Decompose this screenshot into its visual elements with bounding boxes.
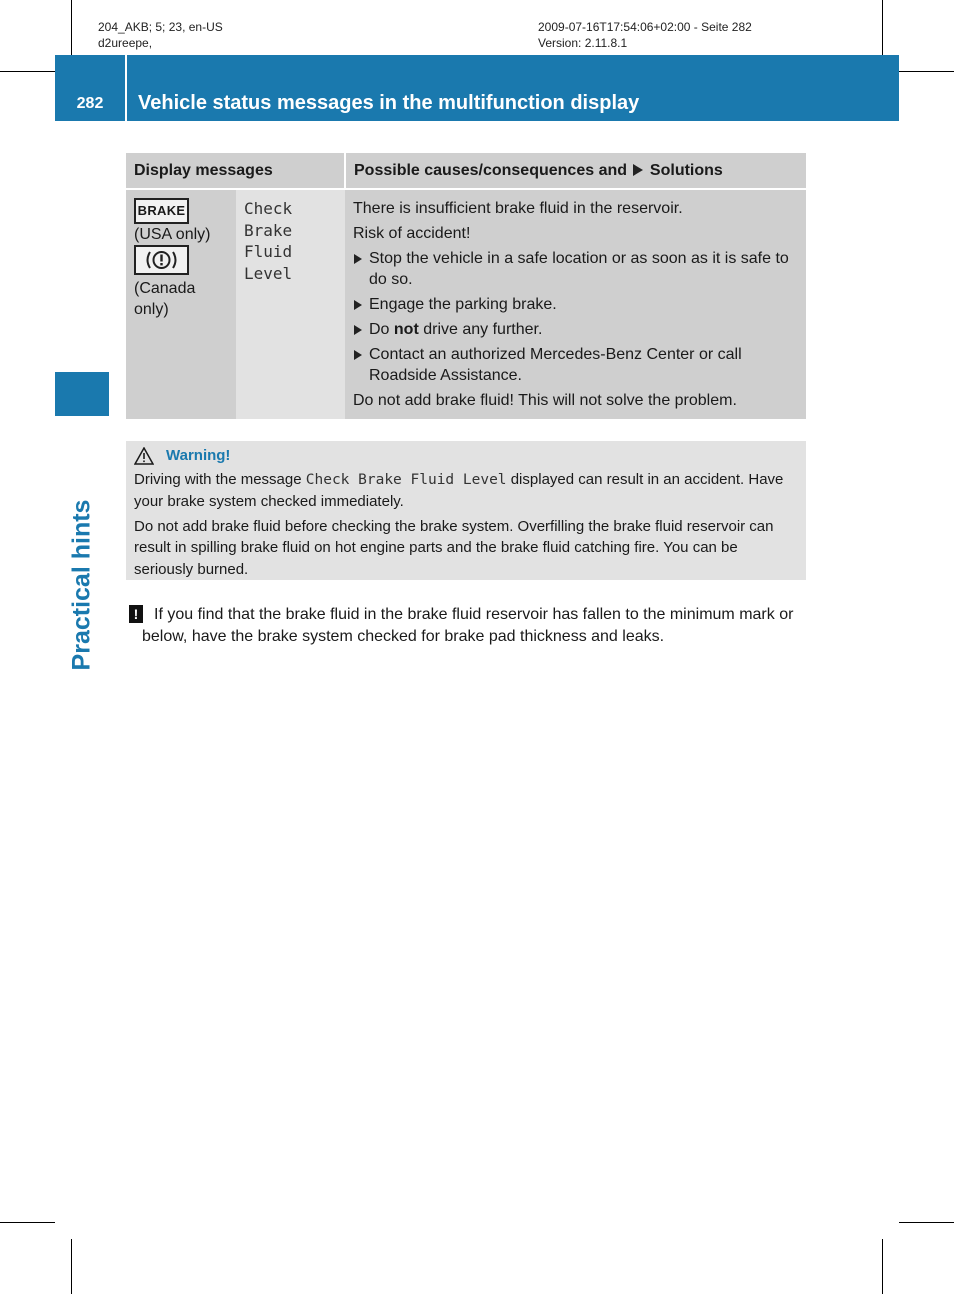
crop-mark xyxy=(71,0,72,55)
warning-box xyxy=(126,441,806,580)
column-header-solutions-text: Solutions xyxy=(649,161,723,179)
solution-step-text: Engage the parking brake. xyxy=(369,296,557,313)
page-title: Vehicle status messages in the multifunction display xyxy=(138,92,640,114)
table-row xyxy=(126,189,806,419)
step-arrow-icon xyxy=(354,254,362,264)
display-message-line: Fluid xyxy=(244,242,293,261)
caution-note xyxy=(126,604,810,647)
crop-mark xyxy=(0,1222,55,1223)
section-tab-marker xyxy=(55,372,109,416)
warning-title: Warning! xyxy=(166,447,231,464)
display-message-line: Check xyxy=(244,199,293,218)
solution-step-text: Contact an authorized Mercedes-Benz Center or call Roadside Assistance. xyxy=(369,346,742,384)
footer-note: Do not add brake fluid! This will not solve the problem. xyxy=(353,392,737,409)
cause-text: There is insufficient brake fluid in the reservoir. xyxy=(353,200,683,217)
emphasis-not: not xyxy=(393,321,419,338)
display-message-code: Check Brake Fluid Level xyxy=(305,471,507,488)
solution-step xyxy=(353,319,798,340)
step-arrow-icon xyxy=(354,325,362,335)
column-header-causes xyxy=(345,153,806,189)
exclamation-icon: ! xyxy=(129,605,143,623)
canada-only-label: (Canada only) xyxy=(134,280,196,318)
step-arrow-icon xyxy=(354,350,362,360)
crop-mark xyxy=(71,1239,72,1294)
column-header-causes-text: Possible causes/consequences and xyxy=(354,161,628,179)
crop-mark xyxy=(899,71,954,72)
caution-note-text: If you find that the brake fluid in the brake fluid reservoir has fallen to the minimum mark or below, have the brake system checked for brake pad thickness and leaks. xyxy=(142,606,794,645)
warning-text: Driving with the message xyxy=(134,470,302,488)
warning-triangle-icon xyxy=(134,447,154,465)
warning-heading xyxy=(134,445,798,467)
crop-mark xyxy=(0,71,55,72)
column-header-display-messages: Display messages xyxy=(126,153,345,189)
solution-step-text: drive any further. xyxy=(423,321,543,338)
table-header-row xyxy=(126,153,806,189)
print-meta-line: 2009-07-16T17:54:06+02:00 - Seite 282 xyxy=(538,20,752,34)
print-meta-line: 204_AKB; 5; 23, en-US xyxy=(98,20,223,34)
print-meta-line: Version: 2.11.8.1 xyxy=(538,36,628,50)
print-meta-left xyxy=(98,19,223,51)
crop-mark xyxy=(882,0,883,55)
brake-circle-glyph xyxy=(136,247,187,273)
usa-only-label: (USA only) xyxy=(134,226,211,243)
display-message-line: Brake xyxy=(244,220,293,240)
warning-paragraph: Do not add brake fluid before checking the brake system. Overfilling the brake fluid reservoir can result in spilling brake fluid on hot engine parts and the brake fluid catching fire. You can be seriously burned. xyxy=(134,517,774,578)
step-arrow-icon xyxy=(354,300,362,310)
indicator-cell xyxy=(126,189,236,419)
display-messages-table xyxy=(126,153,806,419)
section-tab-label: Practical hints xyxy=(67,499,96,671)
display-message-line: Level xyxy=(244,263,293,283)
brake-circle-warning-icon xyxy=(134,245,189,275)
solution-step xyxy=(353,344,798,386)
brake-warning-icon: BRAKE xyxy=(134,198,189,224)
risk-text: Risk of accident! xyxy=(353,225,471,242)
arrow-right-icon xyxy=(633,164,643,176)
crop-mark xyxy=(899,1222,954,1223)
print-meta-line: d2ureepe, xyxy=(98,36,153,50)
display-message-cell xyxy=(236,189,345,419)
crop-mark xyxy=(882,1239,883,1294)
print-meta-right xyxy=(538,19,752,51)
solution-step xyxy=(353,294,798,315)
header-divider xyxy=(125,55,127,121)
causes-solutions-cell xyxy=(345,189,806,419)
warning-text: displayed can result in an accident. Have your brake system checked immediately. xyxy=(134,470,784,510)
warning-paragraph xyxy=(134,469,798,513)
solution-step-text: Do xyxy=(369,321,390,338)
solution-step-text: Stop the vehicle in a safe location or as soon as it is safe to do so. xyxy=(369,250,789,288)
solution-step xyxy=(353,248,798,290)
page-number: 282 xyxy=(76,95,104,112)
